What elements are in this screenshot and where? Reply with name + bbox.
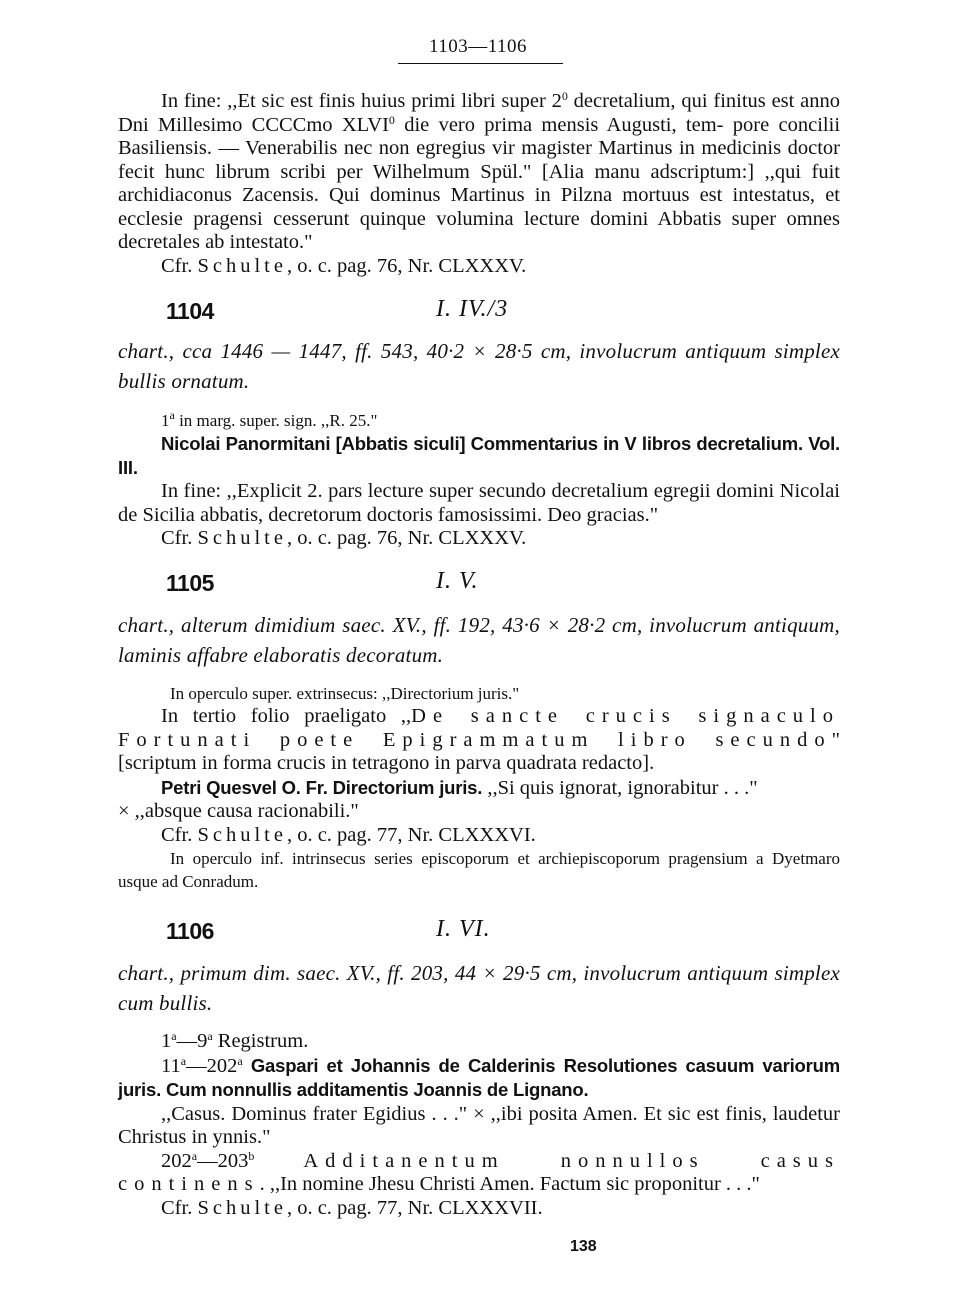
physical-description: chart., primum dim. saec. XV., ff. 203, 44 × 29·5 cm, involucrum antiquum simplex cum bullis.	[118, 961, 840, 1015]
incipit-explicit-text: In fine: ,,Et sic est finis huius primi libri super $2^0$ decretalium, qui finitus est anno Dni Millesimo CCCCmo XLVI$^0$ die vero prima mensis Augusti, tem- pore concilii Basiliensis. — Venerabilis nec non egregius vir magister Martinus in medicinis doctor fecit hunc librum scribi per Wilhelmum Spül." [Alia manu adscriptum:] ,,qui fuit archidiaconus Zacensis. Qui dominus Martinus in Pilzna mortuus est intestatus, et ecclesie pragensi cesserunt quinque volumina lecture domini Abbatis super omnes decretales ab intestato."	[118, 89, 841, 253]
incipit-text: In fine: ,,Explicit 2. pars lecture super secundo decretalium egregii domini Nicolai de Sicilia abbatis, decretorum doctoris famosissimi. Deo gracias."	[118, 480, 840, 526]
explicit-text: × ,,absque causa racionabili."	[118, 800, 359, 822]
physical-description: chart., cca 1446 — 1447, ff. 543, 40·2 × 28·5 cm, involucrum antiquum simplex bullis ornatum.	[118, 339, 840, 393]
entry-1106-body	[118, 958, 840, 1220]
shelfmark: I. VI.	[436, 916, 491, 942]
entry-number: 1104	[166, 298, 214, 324]
page-number: 138	[570, 1238, 597, 1255]
cfr-reference: Cfr. Schulte, o. c. pag. 76, Nr. CLXXXV.	[161, 254, 527, 277]
shelfmark: I. V.	[436, 568, 479, 594]
entry-1104-body	[118, 336, 840, 551]
flyleaf-note: In tertio folio praeligato ,,De sancte crucis signaculo Fortunati poete Epigrammatum libro secundo" [scriptum in forma crucis in tetragono in parva quadrata redacto].	[118, 705, 840, 774]
physical-description: chart., alterum dimidium saec. XV., ff. 192, 43·6 × 28·2 cm, involucrum antiquum, laminis affabre elaboratis decoratum.	[118, 613, 840, 667]
entry-1105-body	[118, 610, 840, 893]
cover-note: In operculo super. extrinsecus: ,,Directorium juris."	[170, 684, 520, 703]
work-title-line: 11$^a$—202$^a$ Gaspari et Johannis de Calderinis Resolutiones casuum variorum juris. Cum nonnullis additamentis Joannis de Lignano.	[118, 1053, 840, 1100]
entry-number: 1106	[166, 918, 214, 944]
register-line: 1$^a$—9$^a$ Registrum.	[161, 1029, 309, 1052]
folio-note: 1$^a$ in marg. super. sign. ,,R. 25."	[161, 408, 378, 430]
cfr-reference: Cfr. Schulte, o. c. pag. 77, Nr. CLXXXVI.	[161, 823, 536, 846]
entry-1103-continuation	[118, 90, 840, 278]
incipit-explicit-text: ,,Casus. Dominus frater Egidius . . ." × ,,ibi posita Amen. Et sic est finis, laudetur Christus in ynnis."	[118, 1102, 840, 1148]
work-title-line: Petri Quesvel O. Fr. Directorium juris. ,,Si quis ignorat, ignorabitur . . ."	[161, 776, 758, 799]
header-rule	[398, 63, 563, 64]
running-title: 1103—1106	[428, 36, 528, 57]
work-title: Nicolai Panormitani [Abbatis siculi] Commentarius in V libros decretalium. Vol. III.	[118, 433, 840, 478]
shelfmark: I. IV./3	[436, 296, 509, 322]
entry-number: 1105	[166, 570, 214, 596]
cfr-reference: Cfr. Schulte, o. c. pag. 77, Nr. CLXXXVII.	[161, 1196, 543, 1219]
cfr-reference: Cfr. Schulte, o. c. pag. 76, Nr. CLXXXV.	[161, 527, 527, 549]
cover-note: In operculo inf. intrinsecus series episcoporum et archiepiscoporum pragensium a Dyetmaro usque ad Conradum.	[118, 849, 840, 891]
additamentum-line: 202$^a$—203$^b$ Additanentum nonnullos casus continens. ,,In nomine Jhesu Christi Amen. Factum sic proponitur . . ."	[118, 1148, 841, 1195]
